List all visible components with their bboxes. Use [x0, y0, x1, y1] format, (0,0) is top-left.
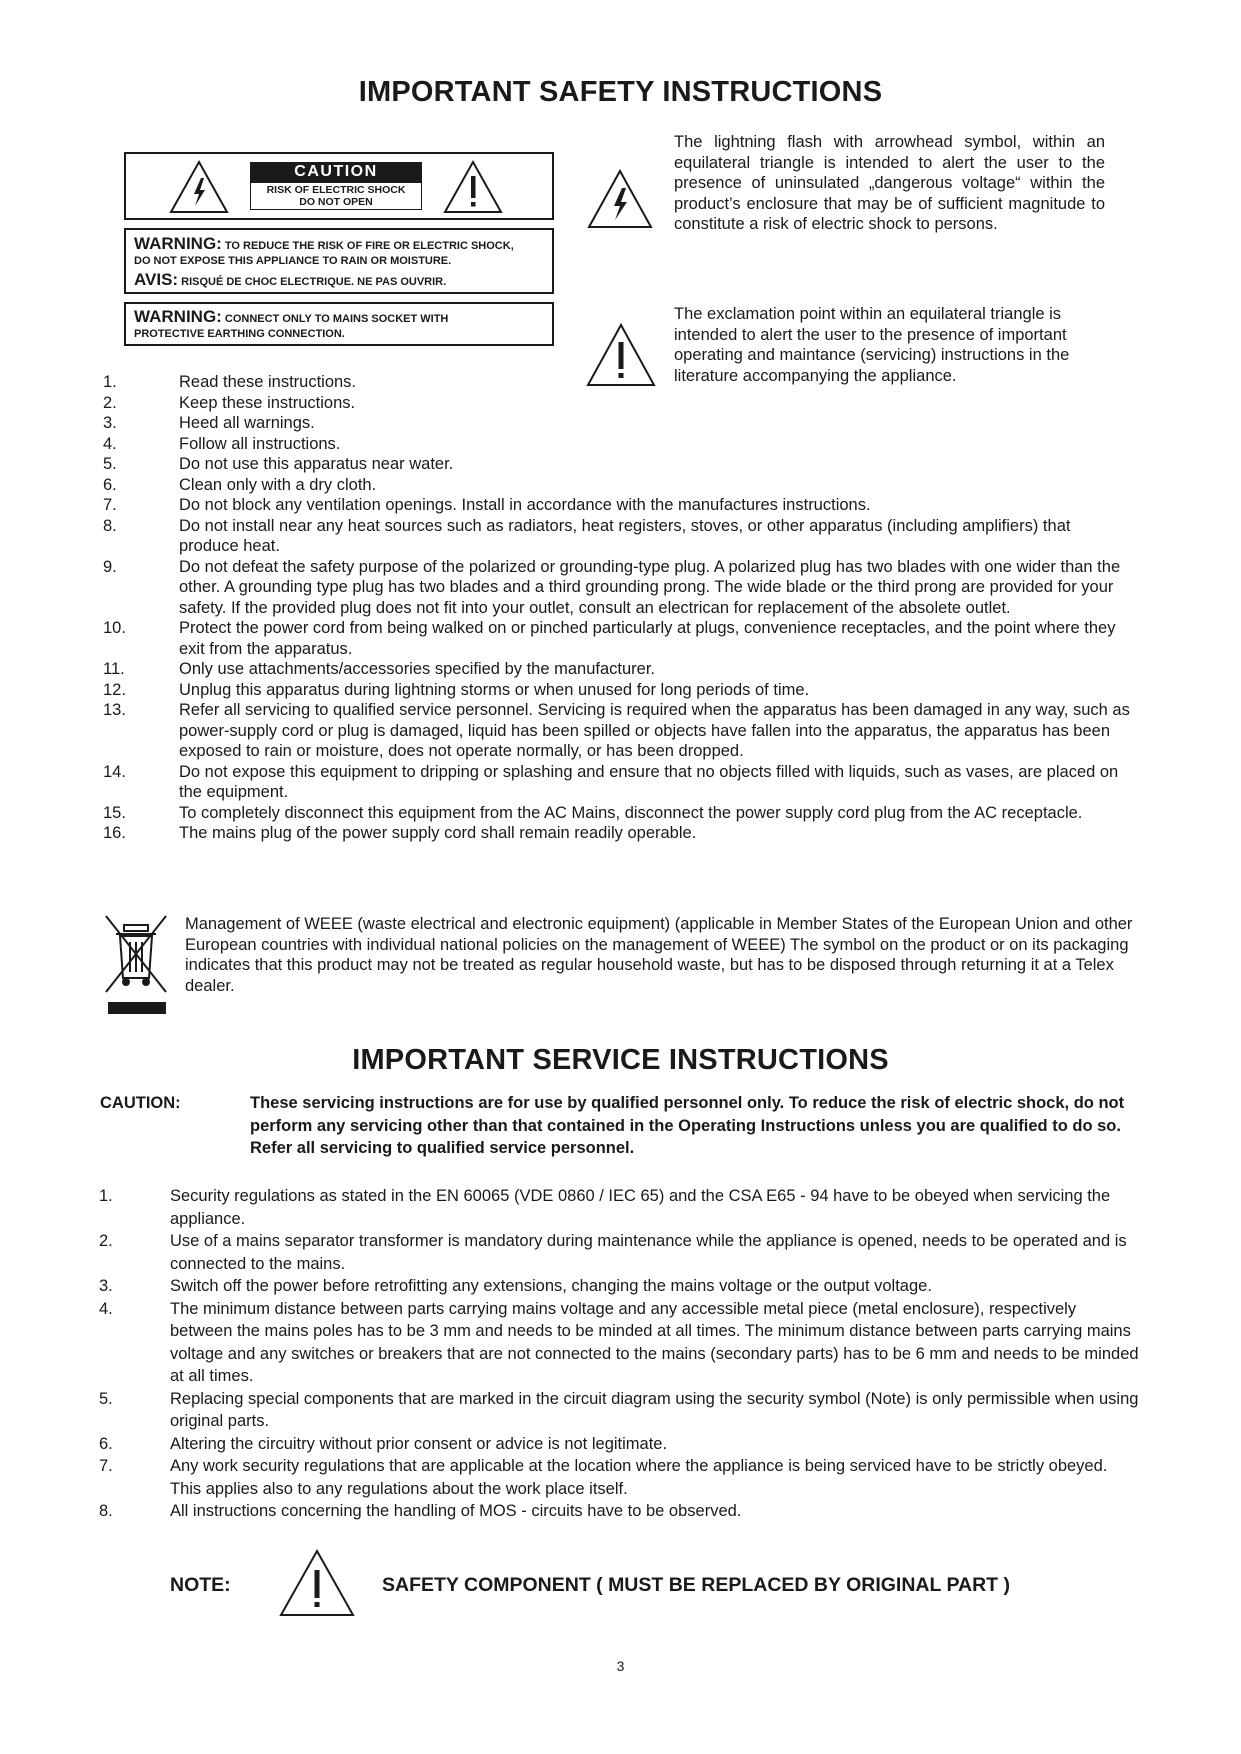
list-item-number: 2. — [99, 1232, 113, 1250]
list-item-number: 3. — [103, 414, 117, 432]
list-item — [99, 1185, 1139, 1230]
note-text: SAFETY COMPONENT ( MUST BE REPLACED BY ORIGINAL PART ) — [382, 1574, 1011, 1596]
list-item — [103, 618, 1133, 659]
list-item — [103, 823, 1133, 844]
list-item-text: Clean only with a dry cloth. — [179, 475, 377, 494]
avis-text: RISQUÉ DE CHOC ELECTRIQUE. NE PAS OUVRIR. — [178, 276, 447, 288]
list-item — [103, 495, 1133, 516]
warning1-line1-text: TO REDUCE THE RISK OF FIRE OR ELECTRIC SHOCK, — [221, 240, 514, 252]
list-item-number: 5. — [103, 455, 117, 473]
warning1-line1 — [134, 234, 514, 254]
list-item-text: Any work security regulations that are applicable at the location where the appliance is being serviced have to be strictly obeyed. This applies also to any regulations about the work place itself. — [170, 1457, 1108, 1498]
caution-box — [124, 152, 554, 220]
list-item — [103, 393, 1133, 414]
list-item-number: 14. — [103, 762, 126, 781]
list-item-text: Do not expose this equipment to dripping or splashing and ensure that no objects filled with liquids, such as vases, are placed on the equipment. — [179, 762, 1119, 801]
avis-head: AVIS: — [134, 270, 179, 289]
list-item — [103, 762, 1133, 803]
list-item-text: Do not use this apparatus near water. — [179, 455, 454, 473]
list-item-text: Do not install near any heat sources such as radiators, heat registers, stoves, or other apparatus (including amplifiers) that produce heat. — [179, 516, 1071, 555]
list-item — [99, 1455, 1139, 1500]
list-item-text: The mains plug of the power supply cord shall remain readily operable. — [179, 824, 697, 842]
exclamation-description: The exclamation point within an equilateral triangle is intended to alert the user to the presence of important operating and maintance (servicing) instructions in the literature accompanying the appliance. — [674, 305, 1070, 385]
list-item-number: 7. — [103, 496, 117, 514]
list-item — [103, 659, 1133, 680]
note-label: NOTE: — [170, 1574, 231, 1596]
warning-box-2 — [124, 302, 554, 346]
list-item-number: 16. — [103, 824, 126, 842]
list-item — [99, 1433, 1139, 1456]
list-item — [103, 803, 1133, 824]
list-item-number: 13. — [103, 701, 126, 719]
list-item-number: 1. — [103, 373, 117, 391]
list-item-number: 5. — [99, 1389, 113, 1408]
lightning-symbol-icon — [586, 168, 654, 230]
list-item-text: Altering the circuitry without prior consent or advice is not legitimate. — [170, 1434, 668, 1453]
page-number: 3 — [616, 1658, 625, 1674]
list-item-number: 4. — [103, 434, 117, 453]
list-item-text: Use of a mains separator transformer is mandatory during maintenance while the appliance is opened, needs to be operated and is connected to the mains. — [170, 1232, 1127, 1273]
list-item — [99, 1500, 1139, 1523]
list-item-text: Switch off the power before retrofitting any extensions, changing the mains voltage or the output voltage. — [170, 1277, 932, 1295]
list-item-text: Heed all warnings. — [179, 414, 315, 432]
list-item-text: All instructions concerning the handling of MOS - circuits have to be observed. — [170, 1502, 742, 1520]
list-item-number: 1. — [99, 1187, 113, 1205]
list-item-number: 6. — [103, 475, 117, 494]
list-item — [99, 1298, 1139, 1388]
list-item-text: To completely disconnect this equipment from the AC Mains, disconnect the power supply cord plug from the AC receptacle. — [179, 803, 1083, 822]
warning2-line1 — [134, 307, 448, 327]
list-item-text: The minimum distance between parts carrying mains voltage and any accessible metal piece (metal enclosure), respectively between the mains poles has to be 3 mm and needs to be minded at all times. The minimum distance between parts carrying mains voltage and any switches or breakers that are not connected to the mains (secondary parts) has to be 6 mm and needs to be minded at all times. — [170, 1299, 1139, 1385]
warning-box-1 — [124, 228, 554, 294]
list-item-number: 11. — [103, 660, 125, 678]
list-item-text: Only use attachments/accessories specified by the manufacturer. — [179, 660, 655, 678]
lightning-description: The lightning flash with arrowhead symbol, within an equilateral triangle is intended to alert the user to the presence of uninsulated „dangerous voltage“ within the product’s enclosure that may be of sufficient magnitude to constitute a risk of electric shock to persons. — [674, 133, 1105, 233]
caution-sub-line1: RISK OF ELECTRIC SHOCK — [266, 184, 406, 196]
list-item-number: 10. — [103, 619, 126, 637]
list-item-number: 3. — [99, 1277, 113, 1295]
weee-description: Management of WEEE (waste electrical and electronic equipment) (applicable in Member States of the European Union and other European countries with individual national policies on the management of WEEE) The symbol on the product or on its packaging indicates that this product may not be treated as regular household waste, but has to be disposed through returning it at a Telex dealer. — [185, 915, 1133, 995]
safety-instructions-list — [103, 372, 1133, 844]
list-item-text: Do not block any ventilation openings. Install in accordance with the manufactures instructions. — [179, 496, 871, 514]
list-item-number: 4. — [99, 1299, 113, 1318]
list-item-number: 8. — [99, 1502, 113, 1520]
list-item — [99, 1230, 1139, 1275]
list-item-text: Unplug this apparatus during lightning storms or when unused for long periods of time. — [179, 680, 810, 699]
list-item-number: 2. — [103, 393, 117, 412]
avis-line — [134, 270, 446, 290]
service-caution-text: These servicing instructions are for use by qualified personnel only. To reduce the risk of electric shock, do not perform any servicing other than that contained in the Operating Instructions unless you are qualified to do so. Refer all servicing to qualified service personnel. — [250, 1094, 1125, 1157]
caution-label: CAUTION — [250, 162, 422, 182]
lightning-triangle-icon — [168, 159, 230, 215]
list-item-text: Replacing special components that are marked in the circuit diagram using the security symbol (Note) is only permissible when using original parts. — [170, 1389, 1139, 1430]
warning2-line2: PROTECTIVE EARTHING CONNECTION. — [134, 328, 345, 340]
list-item-number: 15. — [103, 803, 126, 822]
warning2-line1-text: CONNECT ONLY TO MAINS SOCKET WITH — [221, 313, 449, 325]
warning1-line2: DO NOT EXPOSE THIS APPLIANCE TO RAIN OR MOISTURE. — [134, 255, 452, 267]
note-exclamation-icon — [278, 1548, 356, 1618]
list-item — [99, 1388, 1139, 1433]
list-item-number: 9. — [103, 557, 117, 576]
list-item-text: Do not defeat the safety purpose of the polarized or grounding-type plug. A polarized plug has two blades with one wider than the other. A grounding type plug has two blades and a third grounding prong. The wide blade or the third prong are provided for your safety. If the provided plug does not fit into your outlet, consult an electrican for replacement of the absolete outlet. — [179, 557, 1121, 617]
list-item-number: 12. — [103, 680, 126, 699]
list-item-text: Security regulations as stated in the EN 60065 (VDE 0860 / IEC 65) and the CSA E65 - 94 have to be obeyed when servicing the appliance. — [170, 1187, 1111, 1228]
service-caution-label: CAUTION: — [100, 1094, 181, 1112]
list-item-text: Refer all servicing to qualified service personnel. Servicing is required when the apparatus has been damaged in any way, such as power-supply cord or plug is damaged, liquid has been spilled or objects have fallen into the apparatus, the apparatus has been exposed to rain or moisture, does not operate normally, or has been dropped. — [179, 701, 1130, 760]
list-item — [103, 454, 1133, 475]
list-item — [103, 557, 1133, 619]
list-item — [99, 1275, 1139, 1298]
list-item-text: Keep these instructions. — [179, 393, 356, 412]
service-instructions-list — [99, 1185, 1139, 1523]
list-item-number: 7. — [99, 1457, 113, 1475]
warning1-head: WARNING: — [134, 234, 222, 253]
service-title: IMPORTANT SERVICE INSTRUCTIONS — [352, 1044, 889, 1076]
caution-sub-line2: DO NOT OPEN — [299, 196, 373, 208]
list-item — [103, 516, 1133, 557]
list-item-number: 6. — [99, 1434, 113, 1453]
list-item-text: Follow all instructions. — [179, 434, 341, 453]
list-item — [103, 413, 1133, 434]
list-item — [103, 700, 1133, 762]
weee-bin-icon — [104, 912, 170, 1016]
warning2-head: WARNING: — [134, 307, 222, 326]
list-item — [103, 434, 1133, 455]
caution-subtext — [250, 182, 422, 210]
list-item-text: Read these instructions. — [179, 373, 357, 391]
list-item — [103, 680, 1133, 701]
list-item — [103, 475, 1133, 496]
list-item — [103, 372, 1133, 393]
exclamation-triangle-icon — [442, 159, 504, 215]
safety-title: IMPORTANT SAFETY INSTRUCTIONS — [358, 76, 883, 108]
list-item-text: Protect the power cord from being walked on or pinched particularly at plugs, convenience receptacles, and the point where they exit from the apparatus. — [179, 619, 1116, 658]
list-item-number: 8. — [103, 516, 117, 535]
